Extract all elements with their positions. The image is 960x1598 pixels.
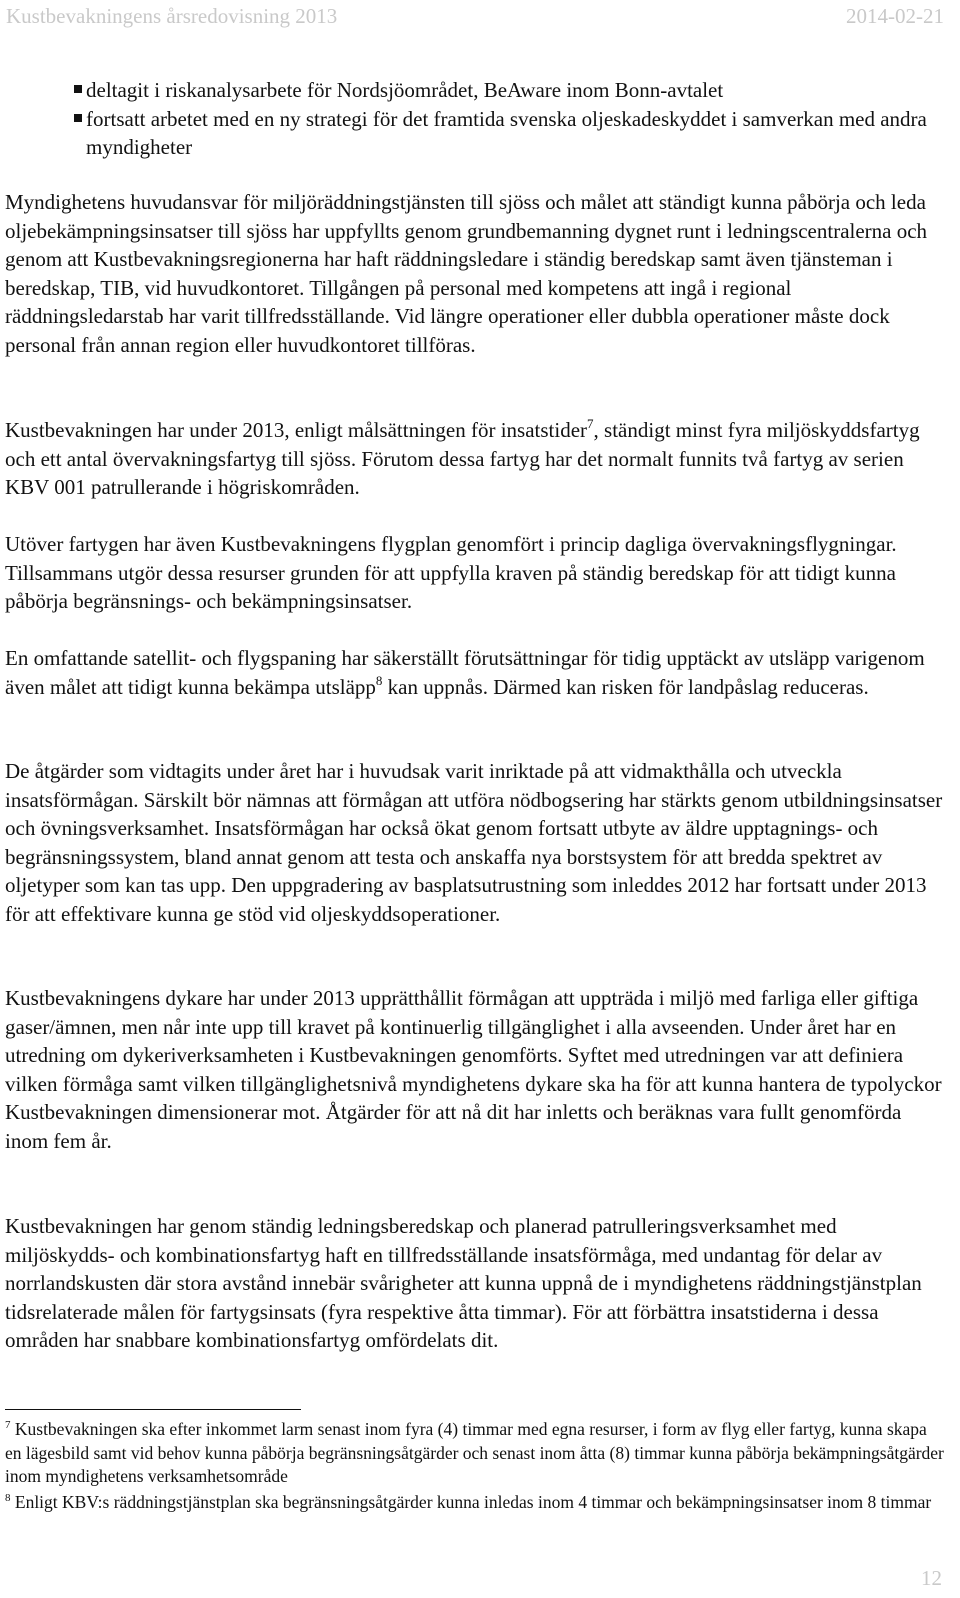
footnote-7 xyxy=(5,1418,945,1489)
paragraph-readiness: Kustbevakningen har genom ständig ledningsberedskap och planerad patrulleringsverksamhet med miljöskydds- och kombinationsfartyg haft en tillfredsställande insatsförmåga, med undantag för delar av norrlandskusten där stora avstånd innebär svårigheter att kunna uppnå de i myndighetens räddningstjänstplan tidsrelaterade målen för fartygsinsats (fyra respektive åtta timmar). För att förbättra insatstiderna i dessa områden har snabbare kombinationsfartyg omfördelats dit. xyxy=(5,1214,922,1352)
footnote-text: Kustbevakningen ska efter inkommet larm senast inom fyra (4) timmar med egna resurser, i form av flyg eller fartyg, kunna skapa en lägesbild samt vid behov kunna påbörja begränsningsåtgärder och senast inom åtta (8) timmar kunna påbörja bekämpningsåtgärder inom myndighetens verksamhetsområde xyxy=(5,1419,944,1486)
footnote-divider xyxy=(5,1409,301,1410)
footnote-number: 7 xyxy=(5,1419,11,1431)
bullet-list xyxy=(78,76,948,162)
paragraph-text: , ständigt minst fyra miljöskyddsfartyg och ett antal övervakningsfartyg till sjöss. Förutom dessa fartyg har det normalt funnits två fartyg av serien KBV 001 patrullerande i högriskområden. xyxy=(5,418,920,499)
paragraph-surveillance xyxy=(5,644,945,701)
document-date: 2014-02-21 xyxy=(846,4,944,28)
paragraph-text: kan uppnås. Därmed kan risken för landpåslag reduceras. xyxy=(382,674,869,699)
paragraph-text: En omfattande satellit- och flygspaning har säkerställt förutsättningar för tidig upptäckt av utsläpp varigenom även målet att tidigt kunna bekämpa utsläpp xyxy=(5,646,925,699)
paragraph-aircraft: Utöver fartygen har även Kustbevakningens flygplan genomfört i princip dagliga övervakningsflygningar. Tillsammans utgör dessa resurser grunden för att uppfylla kraven på ständig beredskap för att tidigt kunna påbörja begränsnings- och bekämpningsinsatser. xyxy=(5,532,897,613)
footnote-text: Enligt KBV:s räddningstjänstplan ska begränsningsåtgärder kunna inledas inom 4 timmar och bekämpningsinsatser inom 8 timmar xyxy=(10,1492,932,1512)
paragraph-response-responsibility: Myndighetens huvudansvar för miljöräddningstjänsten till sjöss och målet att ständigt kunna påbörja och leda oljebekämpningsinsatser till sjöss har uppfyllts genom grundbemanning dygnet runt i ledningscentralerna och genom att Kustbevakningsregionerna har haft räddningsledare i ständig beredskap samt även tjänsteman i beredskap, TIB, vid huvudkontoret. Tillgången på personal med kompetens att ingå i regional räddningsledarstab har varit tillfredsställande. Vid längre operationer eller dubbla operationer måste dock personal från annan region eller huvudkontoret tillföras. xyxy=(5,190,928,357)
footnote-number: 8 xyxy=(5,1492,11,1504)
footnote-8 xyxy=(5,1491,945,1515)
page-header xyxy=(6,4,944,34)
page-number: 12 xyxy=(921,1566,942,1590)
paragraph-vessels-at-sea xyxy=(5,416,945,502)
footnote-ref: 7 xyxy=(587,416,594,431)
paragraph-capability-measures: De åtgärder som vidtagits under året har i huvudsak varit inriktade på att vidmakthålla och utveckla insatsförmågan. Särskilt bör nämnas att förmågan att utföra nödbogsering har stärkts genom utbildningsinsatser och övningsverksamhet. Insatsförmågan har också ökat genom fortsatt utbyte av äldre upptagnings- och begränsningssystem, bland annat genom att testa och anskaffa nya borstsystem för att bredda spektret av oljetyper som kan tas upp. Den uppgradering av basplatsutrustning som inleddes 2012 har fortsatt under 2013 för att effektivare kunna ge stöd vid oljeskyddsoperationer. xyxy=(5,759,943,926)
footnote-ref: 8 xyxy=(375,672,383,688)
document-title: Kustbevakningens årsredovisning 2013 xyxy=(6,4,338,28)
list-item: deltagit i riskanalysarbete för Nordsjöområdet, BeAware inom Bonn-avtalet xyxy=(78,76,948,105)
list-item: fortsatt arbetet med en ny strategi för det framtida svenska oljeskadeskyddet i samverkan med andra myndigheter xyxy=(78,105,948,162)
paragraph-divers: Kustbevakningens dykare har under 2013 upprätthållit förmågan att uppträda i miljö med farliga eller giftiga gaser/ämnen, men når inte upp till kravet på kontinuerlig tillgänglighet i alla avseenden. Under året har en utredning om dykeriverksamheten i Kustbevakningen genomförts. Syftet med utredningen var att definiera vilken förmåga samt vilken tillgänglighetsnivå myndighetens dykare ska ha för att kunna hantera de typolyckor Kustbevakningen dimensionerar mot. Åtgärder för att nå dit har inletts och beräknas vara fullt genomförda inom fem år. xyxy=(5,986,942,1153)
paragraph-text: Kustbevakningen har under 2013, enligt målsättningen för insatstider xyxy=(5,418,588,442)
